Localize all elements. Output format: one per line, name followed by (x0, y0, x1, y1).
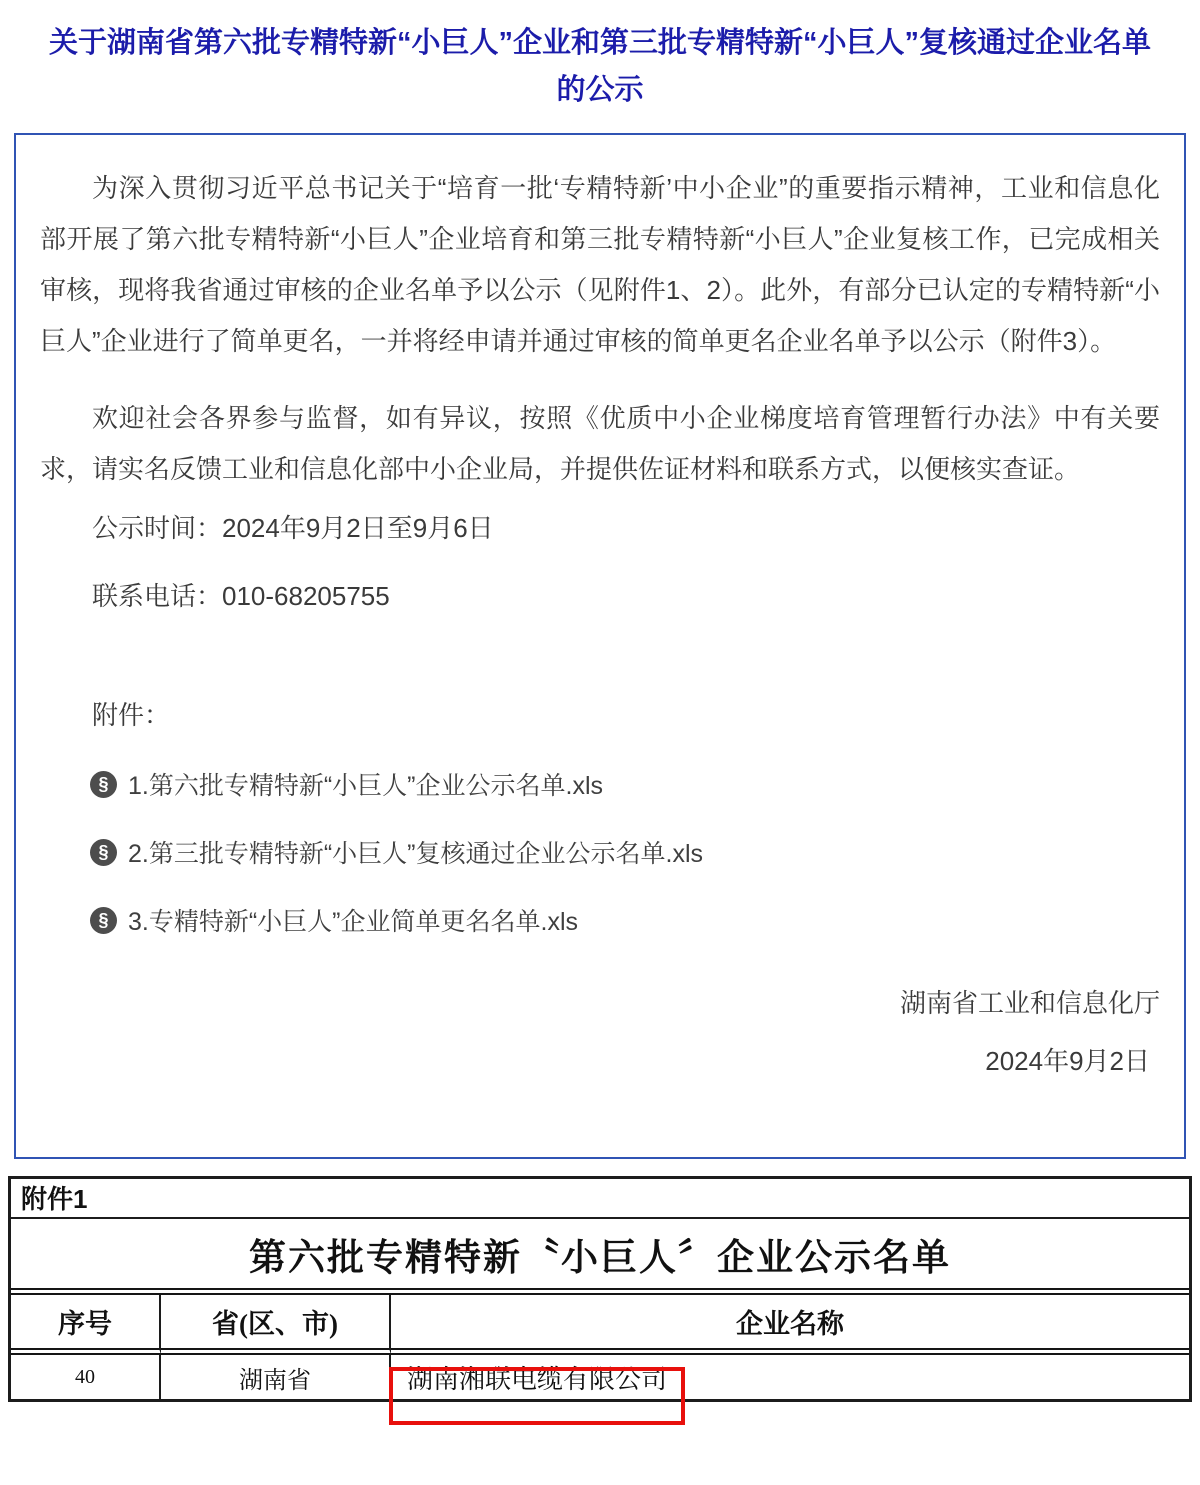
attachment-icon: § (90, 771, 117, 798)
cell-serial-number: 40 (11, 1355, 161, 1399)
attachment1-table (8, 1176, 1192, 1402)
attachment-icon: § (90, 907, 117, 934)
attachment-link-3[interactable] (90, 897, 1160, 943)
page-title-line1: 关于湖南省第六批专精特新“小巨人”企业和第三批专精特新“小巨人”复核通过企业名单 (48, 27, 1151, 59)
attachment-link-2[interactable] (90, 829, 1160, 875)
table-corner-label: 附件1 (11, 1179, 1189, 1219)
signer-name: 湖南省工业和信息化厅 (899, 988, 1160, 1018)
contact-phone: 联系电话：010-68205755 (92, 581, 390, 611)
notice-box (14, 133, 1186, 1159)
attachment-link-label[interactable]: 3.专精特新“小巨人”企业简单更名名单.xls (128, 908, 579, 936)
notice-paragraph-2: 欢迎社会各界参与监督，如有异议，按照《优质中小企业梯度培育管理暂行办法》中有关要求，请实名反馈工业和信息化部中小企业局，并提供佐证材料和联系方式，以便核实查证。 (40, 403, 1160, 484)
notice-paragraph-1: 为深入贯彻习近平总书记关于“培育一批‘专精特新’中小企业”的重要指示精神，工业和信息化部开展了第六批专精特新“小巨人”企业培育和第三批专精特新“小巨人”企业复核工作，已完成相关审核，现将我省通过审核的企业名单予以公示（见附件1、2）。此外，有部分已认定的专精特新“小巨人”企业进行了简单更名，一并将经申请并通过审核的简单更名企业名单予以公示（附件3）。 (40, 173, 1160, 356)
publicity-time: 公示时间：2024年9月2日至9月6日 (92, 513, 494, 543)
page-title-line2: 的公示 (556, 74, 644, 106)
header-serial-number: 序号 (11, 1295, 161, 1355)
table-header-row (11, 1295, 1189, 1355)
table-title: 第六批专精特新〝小巨人〞企业公示名单 (11, 1219, 1189, 1295)
signature-date: 2024年9月2日 (985, 1046, 1150, 1076)
attachment-link-1[interactable] (90, 761, 1160, 807)
attachment-list (40, 761, 1160, 943)
table-row (11, 1355, 1189, 1399)
cell-province: 湖南省 (161, 1355, 391, 1399)
attachments-label: 附件： (92, 700, 171, 730)
attachment-icon: § (90, 839, 117, 866)
page-title (0, 0, 1200, 114)
attachment-link-label[interactable]: 1.第六批专精特新“小巨人”企业公示名单.xls (128, 772, 604, 800)
header-province: 省(区、市) (161, 1295, 391, 1355)
signature-block (40, 983, 1160, 1081)
header-company-name: 企业名称 (391, 1295, 1189, 1355)
cell-company-name: 湖南湘联电缆有限公司 (407, 1364, 668, 1394)
attachment-link-label[interactable]: 2.第三批专精特新“小巨人”复核通过企业公示名单.xls (128, 840, 704, 868)
